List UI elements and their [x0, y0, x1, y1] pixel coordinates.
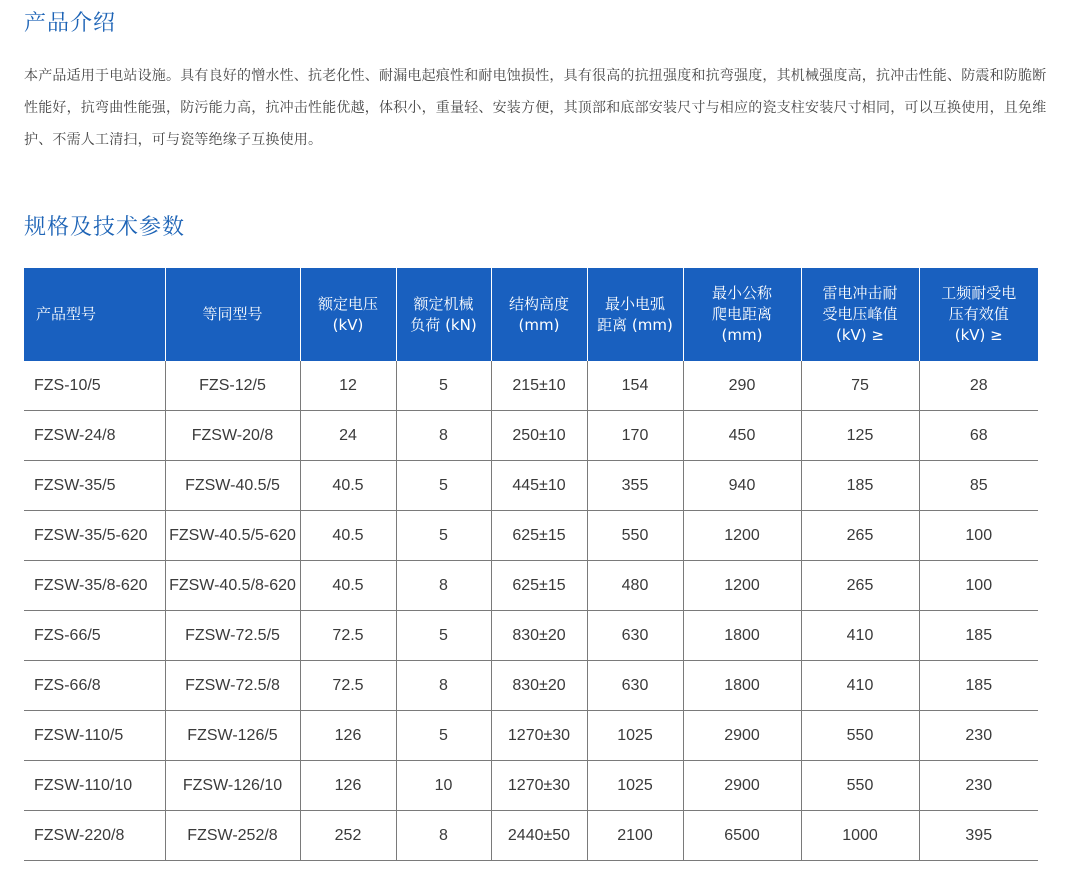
- cell-structure-height: 250±10: [491, 411, 587, 461]
- cell-lightning-impulse-voltage: 265: [801, 561, 919, 611]
- cell-lightning-impulse-voltage: 550: [801, 711, 919, 761]
- cell-rated-mechanical-load: 5: [396, 611, 491, 661]
- cell-power-frequency-voltage: 100: [919, 511, 1038, 561]
- header-rated-voltage: [300, 268, 396, 361]
- cell-rated-mechanical-load: 8: [396, 811, 491, 861]
- cell-equivalent-model: FZSW-40.5/5-620: [165, 511, 300, 561]
- cell-model: FZSW-35/8-620: [24, 561, 165, 611]
- cell-structure-height: 625±15: [491, 511, 587, 561]
- cell-min-arc-distance: 630: [587, 611, 683, 661]
- cell-structure-height: 2440±50: [491, 811, 587, 861]
- cell-lightning-impulse-voltage: 265: [801, 511, 919, 561]
- cell-min-arc-distance: 1025: [587, 711, 683, 761]
- spec-section-title: 规格及技术参数: [24, 215, 186, 240]
- cell-min-creepage-distance: 1200: [683, 511, 801, 561]
- cell-model: FZSW-110/5: [24, 711, 165, 761]
- header-line: (mm): [721, 326, 763, 344]
- header-lightning-impulse-voltage: [801, 268, 919, 361]
- cell-min-arc-distance: 550: [587, 511, 683, 561]
- cell-min-arc-distance: 630: [587, 661, 683, 711]
- header-line: 受电压峰值: [822, 305, 898, 323]
- cell-lightning-impulse-voltage: 75: [801, 361, 919, 411]
- cell-power-frequency-voltage: 230: [919, 761, 1038, 811]
- cell-min-arc-distance: 355: [587, 461, 683, 511]
- cell-rated-voltage: 40.5: [300, 511, 396, 561]
- table-row: [24, 661, 1038, 711]
- cell-model: FZSW-35/5: [24, 461, 165, 511]
- cell-lightning-impulse-voltage: 410: [801, 611, 919, 661]
- cell-power-frequency-voltage: 28: [919, 361, 1038, 411]
- cell-lightning-impulse-voltage: 185: [801, 461, 919, 511]
- header-line: 压有效值: [948, 305, 1009, 323]
- cell-rated-mechanical-load: 5: [396, 361, 491, 411]
- cell-equivalent-model: FZSW-252/8: [165, 811, 300, 861]
- spec-table-header: [24, 268, 1038, 361]
- cell-equivalent-model: FZSW-72.5/5: [165, 611, 300, 661]
- table-row: [24, 761, 1038, 811]
- cell-lightning-impulse-voltage: 410: [801, 661, 919, 711]
- cell-equivalent-model: FZSW-126/10: [165, 761, 300, 811]
- cell-rated-mechanical-load: 8: [396, 561, 491, 611]
- cell-rated-mechanical-load: 5: [396, 711, 491, 761]
- cell-min-creepage-distance: 940: [683, 461, 801, 511]
- cell-equivalent-model: FZSW-40.5/5: [165, 461, 300, 511]
- cell-structure-height: 1270±30: [491, 711, 587, 761]
- header-line: 雷电冲击耐: [822, 284, 898, 302]
- cell-power-frequency-voltage: 68: [919, 411, 1038, 461]
- header-min-creepage-distance: [683, 268, 801, 361]
- table-row: [24, 411, 1038, 461]
- cell-model: FZS-66/8: [24, 661, 165, 711]
- cell-equivalent-model: FZSW-20/8: [165, 411, 300, 461]
- cell-structure-height: 830±20: [491, 661, 587, 711]
- cell-rated-voltage: 40.5: [300, 461, 396, 511]
- cell-rated-mechanical-load: 8: [396, 411, 491, 461]
- cell-lightning-impulse-voltage: 550: [801, 761, 919, 811]
- cell-equivalent-model: FZSW-72.5/8: [165, 661, 300, 711]
- header-line: (kV) ≥: [954, 326, 1003, 344]
- header-line: 结构高度: [508, 294, 569, 313]
- cell-min-arc-distance: 170: [587, 411, 683, 461]
- spec-table-body: [24, 361, 1038, 861]
- cell-min-arc-distance: 1025: [587, 761, 683, 811]
- table-row: [24, 561, 1038, 611]
- cell-structure-height: 1270±30: [491, 761, 587, 811]
- header-model: [24, 268, 165, 361]
- table-row: [24, 511, 1038, 561]
- cell-power-frequency-voltage: 185: [919, 661, 1038, 711]
- cell-equivalent-model: FZS-12/5: [165, 361, 300, 411]
- cell-equivalent-model: FZSW-40.5/8-620: [165, 561, 300, 611]
- cell-min-arc-distance: 480: [587, 561, 683, 611]
- cell-rated-mechanical-load: 8: [396, 661, 491, 711]
- cell-power-frequency-voltage: 100: [919, 561, 1038, 611]
- cell-rated-voltage: 12: [300, 361, 396, 411]
- cell-min-creepage-distance: 1200: [683, 561, 801, 611]
- cell-model: FZSW-35/5-620: [24, 511, 165, 561]
- cell-power-frequency-voltage: 185: [919, 611, 1038, 661]
- table-row: [24, 711, 1038, 761]
- cell-min-creepage-distance: 290: [683, 361, 801, 411]
- header-rated-mechanical-load: [396, 268, 491, 361]
- cell-rated-voltage: 72.5: [300, 611, 396, 661]
- cell-lightning-impulse-voltage: 125: [801, 411, 919, 461]
- cell-model: FZSW-110/10: [24, 761, 165, 811]
- cell-lightning-impulse-voltage: 1000: [801, 811, 919, 861]
- header-line: 爬电距离: [711, 305, 772, 323]
- cell-rated-voltage: 126: [300, 761, 396, 811]
- cell-structure-height: 215±10: [491, 361, 587, 411]
- header-line: (kV) ≥: [836, 326, 884, 344]
- cell-rated-voltage: 40.5: [300, 561, 396, 611]
- cell-min-arc-distance: 154: [587, 361, 683, 411]
- cell-min-creepage-distance: 1800: [683, 661, 801, 711]
- header-line: 工频耐受电: [941, 284, 1017, 302]
- table-row: [24, 461, 1038, 511]
- cell-structure-height: 625±15: [491, 561, 587, 611]
- cell-rated-mechanical-load: 5: [396, 461, 491, 511]
- cell-min-creepage-distance: 2900: [683, 761, 801, 811]
- header-row: [24, 268, 1038, 361]
- header-line: 产品型号: [36, 305, 97, 323]
- header-line: 最小公称: [711, 284, 772, 302]
- table-row: [24, 361, 1038, 411]
- cell-min-creepage-distance: 1800: [683, 611, 801, 661]
- header-line: (mm): [518, 315, 560, 334]
- cell-min-creepage-distance: 2900: [683, 711, 801, 761]
- product-intro-text: 本产品适用于电站设施。具有良好的憎水性、抗老化性、耐漏电起痕性和耐电蚀损性，具有很高的抗扭强度和抗弯强度，其机械强度高，抗冲击性能、防震和防脆断性能好，抗弯曲性能强，防污能力高，抗冲击性能优越，体积小，重量轻、安装方便，其顶部和底部安装尺寸与相应的瓷支柱安装尺寸相同，可以互换使用，且免维护、不需人工清扫，可与瓷等绝缘子互换使用。: [24, 68, 1047, 148]
- header-equivalent-model: [165, 268, 300, 361]
- cell-rated-voltage: 24: [300, 411, 396, 461]
- table-row: [24, 611, 1038, 661]
- product-intro-title: 产品介绍: [24, 11, 117, 36]
- cell-min-creepage-distance: 450: [683, 411, 801, 461]
- cell-power-frequency-voltage: 395: [919, 811, 1038, 861]
- cell-power-frequency-voltage: 230: [919, 711, 1038, 761]
- cell-equivalent-model: FZSW-126/5: [165, 711, 300, 761]
- header-line: 额定电压: [317, 294, 378, 313]
- spec-table: [24, 268, 1038, 861]
- cell-min-arc-distance: 2100: [587, 811, 683, 861]
- cell-structure-height: 445±10: [491, 461, 587, 511]
- cell-model: FZSW-220/8: [24, 811, 165, 861]
- table-row: [24, 811, 1038, 861]
- cell-power-frequency-voltage: 85: [919, 461, 1038, 511]
- header-line: 最小电弧: [604, 294, 665, 313]
- cell-model: FZS-66/5: [24, 611, 165, 661]
- cell-rated-mechanical-load: 10: [396, 761, 491, 811]
- header-line: (kV): [332, 315, 364, 334]
- cell-rated-voltage: 126: [300, 711, 396, 761]
- header-min-arc-distance: [587, 268, 683, 361]
- cell-model: FZSW-24/8: [24, 411, 165, 461]
- header-structure-height: [491, 268, 587, 361]
- header-line: 负荷 (kN): [410, 315, 477, 334]
- cell-rated-mechanical-load: 5: [396, 511, 491, 561]
- cell-min-creepage-distance: 6500: [683, 811, 801, 861]
- header-line: 距离 (mm): [597, 315, 673, 334]
- header-line: 等同型号: [202, 305, 263, 323]
- header-line: 额定机械: [413, 294, 474, 313]
- cell-model: FZS-10/5: [24, 361, 165, 411]
- cell-rated-voltage: 252: [300, 811, 396, 861]
- cell-rated-voltage: 72.5: [300, 661, 396, 711]
- header-power-frequency-voltage: [919, 268, 1038, 361]
- cell-structure-height: 830±20: [491, 611, 587, 661]
